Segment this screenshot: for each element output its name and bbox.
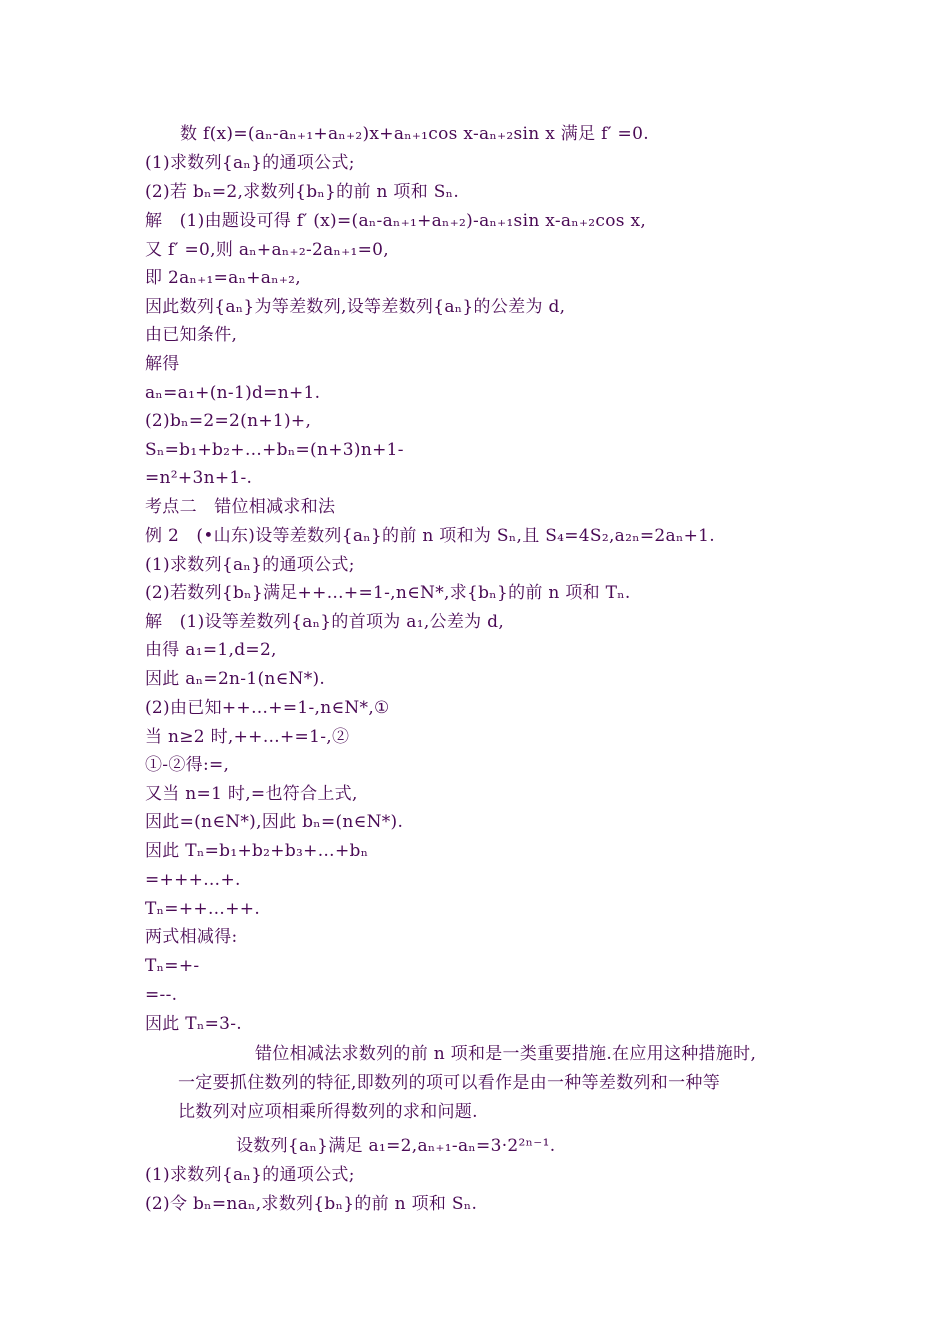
text-line: 因此数列{aₙ}为等差数列,设等差数列{aₙ}的公差为 d, <box>145 297 566 317</box>
exercise-line: (2)令 bₙ=naₙ,求数列{bₙ}的前 n 项和 Sₙ. <box>145 1194 478 1214</box>
exercise-line: (1)求数列{aₙ}的通项公式; <box>145 1165 355 1185</box>
note-line: 一定要抓住数列的特征,即数列的项可以看作是由一种等差数列和一种等 <box>178 1073 721 1093</box>
text-line: 又 f′ =0,则 aₙ+aₙ₊₂-2aₙ₊₁=0, <box>145 240 389 260</box>
note-line: 比数列对应项相乘所得数列的求和问题. <box>178 1102 478 1122</box>
exercise-line: 设数列{aₙ}满足 a₁=2,aₙ₊₁-aₙ=3·2²ⁿ⁻¹. <box>236 1136 556 1156</box>
text-line: (2)由已知++…+=1-,n∈N*,① <box>145 698 390 718</box>
text-line: 因此=(n∈N*),因此 bₙ=(n∈N*). <box>145 812 404 832</box>
text-line: =--. <box>145 985 178 1005</box>
text-line: (2)若 bₙ=2,求数列{bₙ}的前 n 项和 Sₙ. <box>145 182 460 202</box>
text-line: 即 2aₙ₊₁=aₙ+aₙ₊₂, <box>145 268 301 288</box>
text-line: (2)bₙ=2=2(n+1)+, <box>145 411 312 431</box>
text-line: 解 (1)由题设可得 f′ (x)=(aₙ-aₙ₊₁+aₙ₊₂)-aₙ₊₁sin x-aₙ₊₂cos x, <box>145 211 647 231</box>
section-heading: 考点二 错位相减求和法 <box>145 497 336 517</box>
text-line: 又当 n=1 时,=也符合上式, <box>145 784 358 804</box>
text-line: 解 (1)设等差数列{aₙ}的首项为 a₁,公差为 d, <box>145 612 505 632</box>
text-line: 因此 Tₙ=b₁+b₂+b₃+…+bₙ <box>145 841 369 861</box>
text-line: ①-②得:=, <box>145 755 230 775</box>
text-line: 由已知条件, <box>145 325 238 345</box>
text-line: 由得 a₁=1,d=2, <box>145 640 277 660</box>
text-line: (1)求数列{aₙ}的通项公式; <box>145 153 355 173</box>
text-line: aₙ=a₁+(n-1)d=n+1. <box>145 383 321 403</box>
text-line: =+++…+. <box>145 870 241 890</box>
text-line: Tₙ=++…++. <box>145 899 261 919</box>
text-line: 两式相减得: <box>145 927 238 947</box>
text-line: =n²+3n+1-. <box>145 468 253 488</box>
note-line: 错位相减法求数列的前 n 项和是一类重要措施.在应用这种措施时, <box>255 1044 757 1064</box>
text-line: 因此 aₙ=2n-1(n∈N*). <box>145 669 326 689</box>
text-line: 数 f(x)=(aₙ-aₙ₊₁+aₙ₊₂)x+aₙ₊₁cos x-aₙ₊₂sin x 满足 f′ =0. <box>180 124 649 144</box>
text-line: 解得 <box>145 354 180 374</box>
text-line: 当 n≥2 时,++…+=1-,② <box>145 727 350 747</box>
text-line: Tₙ=+- <box>145 956 200 976</box>
text-line: 例 2 (•山东)设等差数列{aₙ}的前 n 项和为 Sₙ,且 S₄=4S₂,a₂ₙ=2aₙ+1. <box>145 526 716 546</box>
text-line: Sₙ=b₁+b₂+…+bₙ=(n+3)n+1- <box>145 440 404 460</box>
text-line: (2)若数列{bₙ}满足++…+=1-,n∈N*,求{bₙ}的前 n 项和 Tₙ. <box>145 583 631 603</box>
text-line: 因此 Tₙ=3-. <box>145 1014 243 1034</box>
text-line: (1)求数列{aₙ}的通项公式; <box>145 555 355 575</box>
